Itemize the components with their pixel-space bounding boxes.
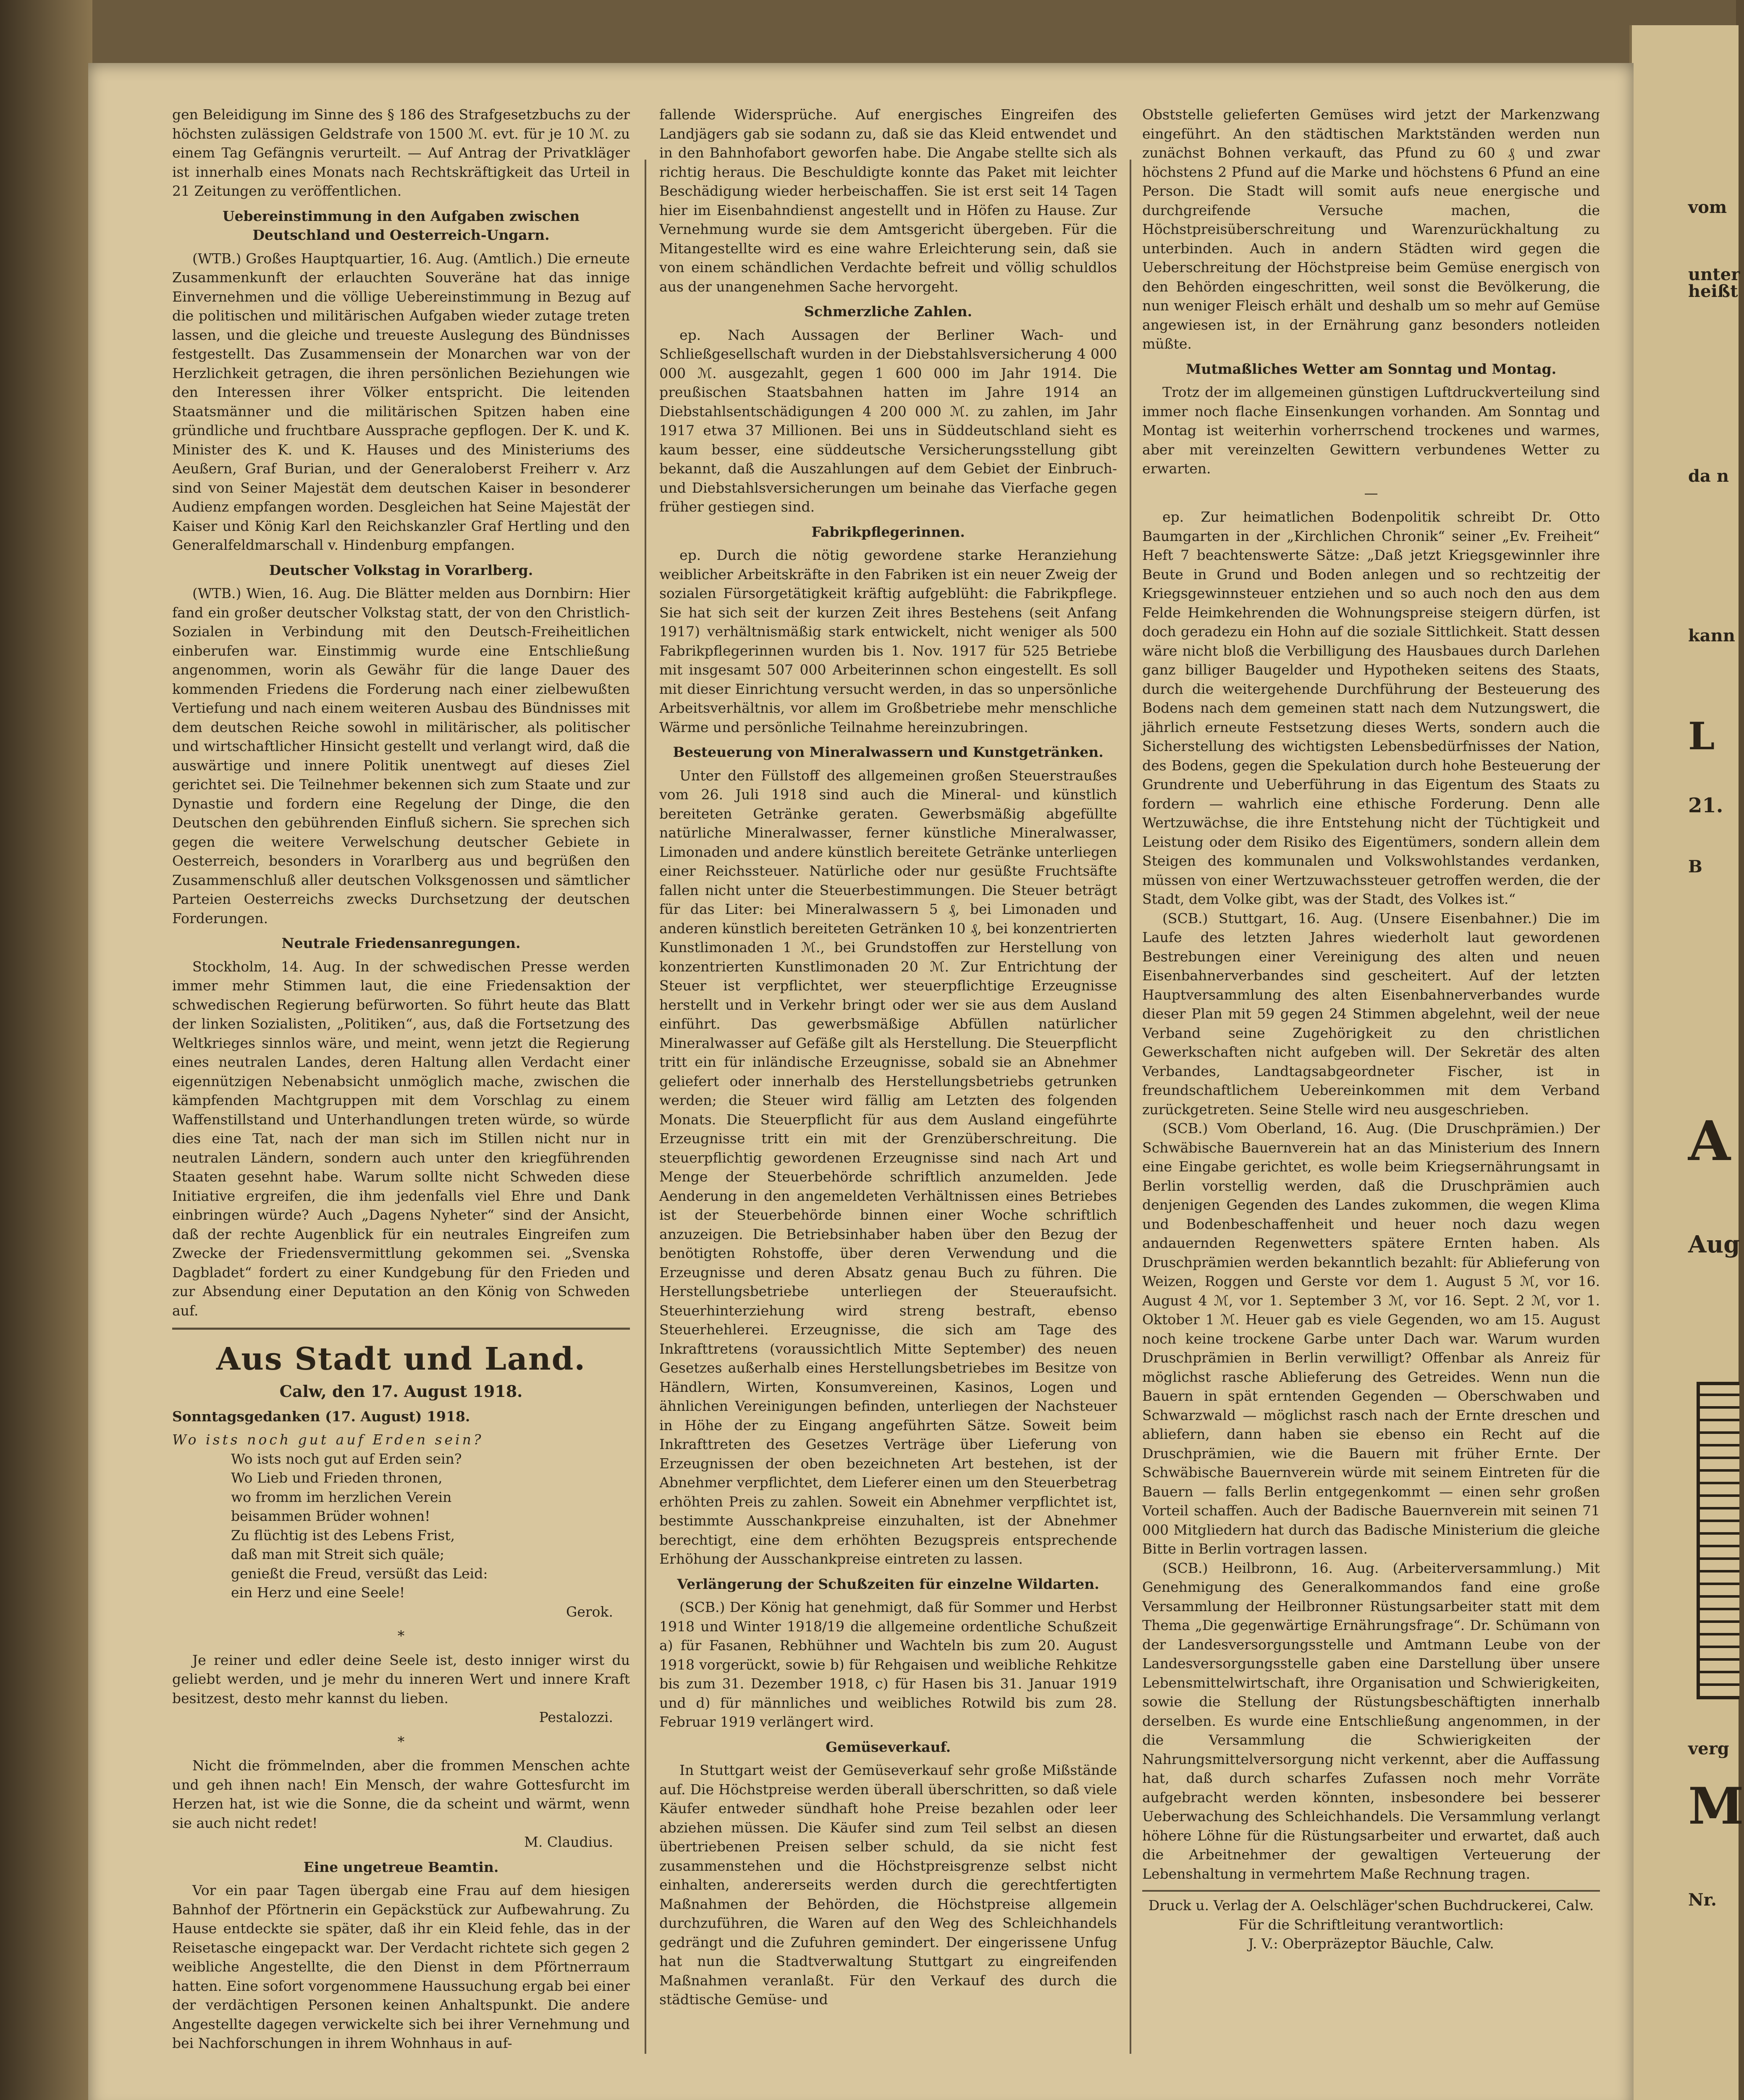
- article-text: Stockholm, 14. Aug. In der schwedischen Presse werden immer mehr Stimmen laut, die eine Friedensaktion der schwedischen Regierung befürworten. So führt heute das Blatt der linken Sozialisten, „Politiken“, aus, daß die Fortsetzung des Weltkrieges sinnlos wäre, und meint, wenn jetzt die Regierung eines neutralen Landes, deren Haltung allen Verdacht einer eigennützigen Nebenabsicht unmöglich mache, zwischen die kämpfenden Machtgruppen mit dem Vorschlag zu einem Waffenstillstand und Unterhandlungen treten würde, so würde dies eine Tat, nach der man sich im Stillen nicht nur in neutralen Ländern, sondern auch unter den kriegführenden Staaten gesehnt habe. Warum sollte nicht Schweden diese Initiative ergreifen, die ihm jedenfalls viel Ehre und Dank einbringen würde? Auch „Dagens Nyheter“ sind der Ansicht, daß der rechte Augenblick für ein neutrales Eingreifen zum Zwecke der Friedensvermittlung gekommen sei. „Svenska Dagbladet“ fordert zu einer Kundgebung für den Frieden und zur Absendung einer Deputation an den König von Schweden auf.: [172, 958, 630, 1319]
- poem-line: Wo Lieb und Frieden thronen,: [231, 1470, 443, 1486]
- section-title: Aus Stadt und Land.: [216, 1341, 586, 1377]
- imprint-line: Für die Schriftleitung verantwortlich:: [1238, 1916, 1504, 1933]
- article-text: (SCB.) Heilbronn, 16. Aug. (Arbeiterversammlung.) Mit Genehmigung des Generalkommandos fand eine große Versammlung der Heilbronner Rüstungsarbeiter statt mit dem Thema „Die gegenwärtige Ernährungsfrage“. Dr. Schümann von der Landesversorgungsstelle und Amtmann Leube von der Landesversorgungsstelle gaben eine Darstellung über unsere Lebensmittelwirtschaft, ihre Organisation und Schwierigkeiten, sowie die Stellung der Rüstungsbeschäftigten innerhalb derselben. Es wurde eine Entschließung angenommen, in der die Versammlung die Schwierigkeiten der Nahrungsmittelversorgung nicht verkennt, aber die Auffassung hat, daß durch scharfes Zufassen noch mehr Vorräte aufgebracht werden könnten, insbesondere bei besserer Ueberwachung des Schleichhandels. Die Versammlung verlangt höhere Löhne für die Rüstungsarbeiter und erwartet, daß auch die Arbeitnehmer der gewaltigen Verteuerung der Lebenshaltung in vermehrtem Maße Rechnung tragen.: [1142, 1559, 1600, 1882]
- article-text: Obststelle gelieferten Gemüses wird jetzt der Markenzwang eingeführt. An den städtischen Marktständen werden nun zunächst Bohnen verkauft, das Pfund zu 60 ₰ und zwar höchstens 2 Pfund auf die Marke und höchstens 6 Pfund an eine Person. Die Stadt will somit aufs neue energische und durchgreifende Versuche machen, die Höchstpreisüberschreitung und Warenzurückhaltung zu unterbinden. Auch in andern Städten wird gegen die Ueberschreitung der Höchstpreise beim Gemüse energisch von den Behörden eingeschritten, weil sonst die Bevölkerung, die nun weniger Fleisch erhält und deshalb um so mehr auf Gemüse angewiesen ist, in der Ernährung ganz besonders notleiden müßte.: [1142, 106, 1600, 352]
- article-text: ep. Zur heimatlichen Bodenpolitik schreibt Dr. Otto Baumgarten in der „Kirchlichen Chronik“ seiner „Ev. Freiheit“ Heft 7 beachtenswerte Sätze: „Daß jetzt Kriegsgewinnler ihre Beute in Grund und Boden anlegen und so rechtzeitig der Kriegsgewinnsteuer entziehen und so auch noch den aus dem Felde Heimkehrenden die Wohnungspreise steigern dürfen, ist doch geradezu ein Hohn auf die soziale Sittlichkeit. Statt dessen wäre nicht bloß die Verbilligung des Hausbaues durch Darlehen ganz billiger Baugelder und Hypotheken seitens des Staats, durch die weitergehende Durchführung der Besteuerung des Bodens nach dem gemeinen statt nach dem Nutzungswert, die jährlich erneute Festsetzung dieses Werts, sondern auch die Sicherstellung des wichtigsten Lebensbedürfnisses der Nation, des Bodens, gegen die Spekulation durch hohe Besteuerung der Grundrente und Ueberführung in das Eigentum des Staats zu fordern — wahrlich eine ethische Forderung. Denn alle Wertzuwächse, die ihre Entstehung nicht der Tüchtigkeit und Leistung oder dem Risiko des Eigentümers, sondern allein dem Steigen des kommunalen und Volkswohlstandes verdanken, müssen von einer Wertzuwachssteuer getroffen werden, die der Stadt, dem Volke gibt, was der Stadt, des Volkes ist.“: [1142, 509, 1600, 907]
- poem-line: daß man mit Streit sich quäle;: [231, 1546, 445, 1562]
- imprint-line: Druck u. Verlag der A. Oelschläger'schen Buchdruckerei, Calw.: [1148, 1897, 1594, 1914]
- column-rule-2: [1130, 160, 1131, 2054]
- imprint-line: J. V.: Oberpräzeptor Bäuchle, Calw.: [1248, 1935, 1494, 1952]
- article-text: Je reiner und edler deine Seele ist, desto inniger wirst du geliebt werden, und je mehr du inneren Wert und innere Kraft besitzest, desto mehr kannst du lieben.: [172, 1651, 630, 1706]
- quote-author: Pestalozzi.: [539, 1709, 613, 1725]
- edge-fragment: heißt: [1688, 281, 1738, 301]
- edge-fragment: M: [1688, 1777, 1744, 1836]
- left-shadow: [0, 0, 92, 2100]
- edge-fragment: verg: [1688, 1739, 1729, 1759]
- article-text: In Stuttgart weist der Gemüseverkauf sehr große Mißstände auf. Die Höchstpreise werden überall überschritten, so daß viele Käufer entweder sündhaft hohe Preise bezahlen oder leer abziehen müssen. Die Käufer sind zum Teil selbst an diesen übertriebenen Preisen selber schuld, da sie nicht fest zusammenstehen und die Höchstpreisgrenze selbst nicht einhalten, andererseits werden durch die gerechtfertigten Maßnahmen der Behörden, die Höchstpreise allgemein durchzuführen, die Waren auf den Weg des Schleichhandels gedrängt und die Zufuhren gemindert. Der eingerissene Unfug hat nun die Stadtverwaltung Stuttgart zu eingreifenden Maßnahmen veranlaßt. Für den Verkauf des durch die städtische Gemüse- und: [659, 1762, 1117, 2008]
- separator-line: —: [1364, 484, 1378, 501]
- edge-fragment: unter: [1688, 265, 1740, 284]
- edge-fragment: A: [1688, 1109, 1731, 1173]
- poem-line: beisammen Brüder wohnen!: [231, 1508, 430, 1524]
- poem-question: Wo ists noch gut auf Erden sein?: [172, 1431, 484, 1448]
- column-rule-1: [645, 160, 646, 2054]
- column-3: [1142, 105, 1600, 1953]
- article-heading: Verlängerung der Schußzeiten für einzelne Wildarten.: [677, 1575, 1099, 1592]
- article-text: ep. Durch die nötig gewordene starke Heranziehung weiblicher Arbeitskräfte in den Fabriken ist ein neuer Zweig der sozialen Fürsorgetätigkeit kräftig aufgeblüht: die Fabrikpflege. Sie hat sich seit der kurzen Zeit ihres Bestehens (seit Anfang 1917) verhältnismäßig stark entwickelt, nicht weniger als 500 Fabrikpflegerinnen wurden bis 1. Nov. 1917 für 525 Betriebe mit insgesamt 507 000 Arbeiterinnen schon eingestellt. Es soll mit dieser Einrichtung versucht werden, in das so unpersönliche Arbeitsverhältnis, vor allem im Großbetriebe mehr menschliche Wärme und persönliche Teilnahme hereinzubringen.: [659, 547, 1117, 735]
- column-2: [659, 105, 1117, 2009]
- article-text: ep. Nach Aussagen der Berliner Wach- und Schließgesellschaft wurden in der Diebstahlsversicherung 4 000 000 ℳ. ausgezahlt, gegen 1 600 000 im Jahr 1914. Die preußischen Staatsbahnen hatten im Jahre 1914 an Diebstahlsentschädigungen 4 200 000 ℳ. zu zahlen, im Jahr 1917 etwa 37 Millionen. Bei uns in Süddeutschland sieht es kaum besser, eine süddeutsche Versicherungsstellung gibt bekannt, daß die Auszahlungen auf dem Gebiet der Einbruch- und Diebstahlsversicherungen um beinahe das Vierfache gegen früher gestiegen sind.: [659, 326, 1117, 515]
- edge-fragment: 21.: [1688, 794, 1723, 817]
- article-heading: Mutmaßliches Wetter am Sonntag und Montag.: [1185, 360, 1557, 377]
- article-heading: Sonntagsgedanken (17. August) 1918.: [172, 1408, 470, 1425]
- article-heading: Neutrale Friedensanregungen.: [281, 935, 521, 951]
- article-text: Nicht die frömmelnden, aber die frommen Menschen achte und geh ihnen nach! Ein Mensch, der wahre Gottesfurcht im Herzen hat, ist wie die Sonne, die da scheint und wärmt, wenn sie auch nicht redet!: [172, 1757, 630, 1831]
- article-text: (SCB.) Der König hat genehmigt, daß für Sommer und Herbst 1918 und Winter 1918/19 die allgemeine ordentliche Schußzeit a) für Fasanen, Rebhühner und Wachteln bis zum 20. August 1918 vorgerückt, sowie b) für Rehgaisen und weibliche Rehkitze bis zum 31. Dezember 1918, c) für Hasen bis 31. Januar 1919 und d) für männliches und weibliches Rotwild bis zum 28. Februar 1919 verlängert wird.: [659, 1599, 1117, 1730]
- separator-star: *: [397, 1628, 405, 1644]
- poem-line: ein Herz und eine Seele!: [231, 1584, 405, 1601]
- ornamental-border: [1697, 1382, 1739, 1699]
- edge-fragment: da n: [1688, 466, 1729, 486]
- article-heading: Fabrikpflegerinnen.: [811, 523, 965, 540]
- article-heading: Deutscher Volkstag in Vorarlberg.: [269, 562, 533, 578]
- column-1: [172, 105, 630, 2053]
- article-heading: Gemüseverkauf.: [826, 1738, 951, 1755]
- article-text: (SCB.) Vom Oberland, 16. Aug. (Die Druschprämien.) Der Schwäbische Bauernverein hat an das Ministerium des Innern eine Eingabe gerichtet, es wolle beim Kriegsernährungsamt in Berlin vorstellig werden, daß die Druschprämien auch denjenigen Gegenden des Landes zukommen, die wegen Klima und Bodenbeschaffenheit und heuer noch dazu wegen andauernden Regenwetters spätere Ernten haben. Als Druschprämien werden bekanntlich bezahlt: für Ablieferung von Weizen, Roggen und Gerste vor dem 1. August 5 ℳ, vor 16. August 4 ℳ, vor 1. September 3 ℳ, vor 16. Sept. 2 ℳ, vor 1. Oktober 1 ℳ. Heuer gab es viele Gegenden, wo am 15. August noch keine trockene Garbe unter Dach war. Warum wurden Druschprämien in Berlin verwilligt? Offenbar als Anreiz für möglichst rasche Ablieferung des Getreides. Wenn nun die Bauern in spät erntenden Gegenden — Oberschwaben und Schwarzwald — möglichst rasch nach der Ernte dreschen und abliefern, dann haben sie ebenso ein Recht auf die Druschprämien, wie die Bauern mit früher Ernte. Der Schwäbische Bauernverein würde mit seinem Eintreten für die Bauern — falls Berlin entgegenkommt — einen sehr großen Vorteil schaffen. Auch der Badische Bauernverein mit seinen 71 000 Mitgliedern hat durch das Badische Ministerium die gleiche Bitte in Berlin vortragen lassen.: [1142, 1120, 1600, 1557]
- edge-fragment: Aug: [1688, 1231, 1740, 1258]
- dateline: Calw, den 17. August 1918.: [279, 1382, 523, 1401]
- poem-line: Zu flüchtig ist des Lebens Frist,: [231, 1527, 455, 1544]
- poem-line: wo fromm im herzlichen Verein: [231, 1488, 452, 1505]
- imprint-divider: [1142, 1890, 1600, 1892]
- article-text: Trotz der im allgemeinen günstigen Luftdruckverteilung sind immer noch flache Einsenkungen vorhanden. Am Sonntag und Montag ist weiterhin vorherrschend trockenes und warmes, aber mit vereinzelten Gewittern verbundenes Wetter zu erwarten.: [1142, 384, 1600, 477]
- article-text: Vor ein paar Tagen übergab eine Frau auf dem hiesigen Bahnhof der Pförtnerin ein Gepäckstück zur Aufbewahrung. Zu Hause entdeckte sie später, daß ihr ein Kleid fehle, das in der Reisetasche eingepackt war. Der Verdacht richtete sich gegen 2 weibliche Angestellte, die den Dienst in dem Pförtnerraum hatten. Eine sofort vorgenommene Haussuchung ergab bei einer der verdächtigen Personen keinen Anhaltspunkt. Die andere Angestellte dagegen verwickelte sich bei ihrer Vernehmung und bei Nachforschungen in ihrem Wohnhaus in auf-: [172, 1882, 630, 2051]
- edge-fragment: vom: [1688, 197, 1727, 217]
- article-heading: Besteuerung von Mineralwassern und Kunstgetränken.: [673, 744, 1104, 760]
- article-heading: Uebereinstimmung in den Aufgaben zwischen Deutschland und Oesterreich-Ungarn.: [222, 207, 580, 243]
- article-heading: Schmerzliche Zahlen.: [804, 303, 973, 320]
- article-heading: Eine ungetreue Beamtin.: [303, 1858, 499, 1875]
- separator-star: *: [397, 1733, 405, 1750]
- article-text: fallende Widersprüche. Auf energisches Eingreifen des Landjägers gab sie sodann zu, daß sie das Kleid entwendet und in den Bahnhofabort geworfen habe. Die Angabe stellte sich als richtig heraus. Die Beschuldigte konnte das Paket mit leichter Beschädigung wieder herbeischaffen. Sie ist erst seit 14 Tagen hier im Eisenbahndienst angestellt und in Höfen zu Hause. Zur Vernehmung wurde sie dem Amtsgericht übergeben. Für die Mitangestellte wird es eine wahre Erleichterung sein, daß sie von einem schändlichen Verdachte befreit und völlig schuldlos aus der unangenehmen Sache hervorgeht.: [659, 106, 1117, 295]
- poem-author: Gerok.: [566, 1603, 613, 1620]
- article-text: (WTB.) Großes Hauptquartier, 16. Aug. (Amtlich.) Die erneute Zusammenkunft der erlauchten Souveräne hat das innige Einvernehmen und die völlige Uebereinstimmung in Bezug auf die politischen und militärischen Aufgaben wieder zutage treten lassen, und die gleiche und treueste Auslegung des Bündnisses festgestellt. Das Zusammensein der Monarchen war von der Herzlichkeit getragen, die ihren persönlichen Beziehungen wie den Interessen ihrer Völker entspricht. Die leitenden Staatsmänner und die militärischen Spitzen haben eine gründliche und fruchtbare Aussprache gepflogen. Der K. und K. Minister des K. und K. Hauses und des Ministeriums des Aeußern, Graf Burian, und der Generaloberst Freiherr v. Arz sind von Seiner Majestät dem deutschen Kaiser in besonderer Audienz empfangen worden. Desgleichen hat Seine Majestät der Kaiser und König Karl den Reichskanzler Graf Hertling und den Generalfeldmarschall v. Hindenburg empfangen.: [172, 250, 630, 553]
- edge-fragment: Nr.: [1688, 1890, 1717, 1910]
- article-text: (SCB.) Stuttgart, 16. Aug. (Unsere Eisenbahner.) Die im Laufe des letzten Jahres wiederholt laut gewordenen Bestrebungen einer Vereinigung des alten und neuen Eisenbahnerverbandes sind gescheitert. Auf der letzten Hauptversammlung des alten Eisenbahnerverbandes wurde dieser Plan mit 59 gegen 24 Stimmen abgelehnt, weil der neue Verband seine Zugehörigkeit zu den christlichen Gewerkschaften nicht aufgeben will. Der Sekretär des alten Verbandes, Landtagsabgeordneter Fischer, ist in freundschaftlichem Uebereinkommen mit dem Verband zurückgetreten. Seine Stelle wird neu ausgeschrieben.: [1142, 910, 1600, 1118]
- article-text: gen Beleidigung im Sinne des § 186 des Strafgesetzbuchs zu der höchsten zulässigen Geldstrafe von 1500 ℳ. evt. für je 10 ℳ. zu einem Tag Gefängnis verurteilt. — Auf Antrag der Privatkläger ist innerhalb eines Monats nach Rechtskräftigkeit das Urteil in 21 Zeitungen zu veröffentlichen.: [172, 106, 630, 199]
- poem-line: Wo ists noch gut auf Erden sein?: [231, 1450, 462, 1467]
- edge-fragment: L: [1688, 714, 1715, 759]
- section-divider: [172, 1328, 630, 1330]
- quote-author: M. Claudius.: [524, 1834, 613, 1850]
- article-text: Unter den Füllstoff des allgemeinen großen Steuerstraußes vom 26. Juli 1918 sind auch die Mineral- und künstlich bereiteten Getränke geraten. Gewerbsmäßig abgefüllte natürliche Mineralwasser, ferner künstliche Mineralwasser, Limonaden und andere künstlich bereitete Getränke unterliegen einer Reichssteuer. Natürliche oder nur gesüßte Fruchtsäfte fallen nicht unter die Steuerbestimmungen. Die Steuer beträgt für das Liter: bei Mineralwassern 5 ₰, bei Limonaden und anderen künstlich bereiteten Getränken 10 ₰, bei konzentrierten Kunstlimonaden 1 ℳ., bei Grundstoffen zur Herstellung von konzentrierten Kunstlimonaden 20 ℳ. Zur Entrichtung der Steuer ist verpflichtet, wer steuerpflichtige Erzeugnisse herstellt und in Verkehr bringt oder wer sie aus dem Ausland einführt. Das gewerbsmäßige Abfüllen natürlicher Mineralwasser auf Gefäße gilt als Herstellung. Die Steuerpflicht tritt ein für inländische Erzeugnisse, sobald sie an Abnehmer geliefert oder innerhalb des Herstellungsbetriebs getrunken werden; die Steuer wird fällig am Letzten des folgenden Monats. Die Steuerpflicht für aus dem Ausland eingeführte Erzeugnisse tritt ein mit der Grenzüberschreitung. Die steuerpflichtig gewordenen Erzeugnisse sind nach Art und Menge der Steuerbehörde schriftlich anzumelden. Jede Aenderung in den angemeldeten Verhältnissen eines Betriebes ist der Steuerbehörde binnen einer Woche schriftlich anzuzeigen. Die Betriebsinhaber haben über den Bezug der benötigten Rohstoffe, über deren Verwendung und die Erzeugnisse und deren Absatz genau Buch zu führen. Die Herstellungsbetriebe unterliegen der Steueraufsicht. Steuerhinterziehung wird streng bestraft, ebenso Steuerhehlerei. Erzeugnisse, die sich am Tage des Inkrafttretens (voraussichtlich Mitte September) des neuen Gesetzes außerhalb eines Herstellungsbetriebes im Besitze von Händlern, Wirten, Konsumvereinen, Kasinos, Logen und ähnlichen Vereinigungen befinden, unterliegen der Nachsteuer in Höhe der zu Eingang angeführten Sätze. Soweit beim Inkrafttreten des Gesetzes Verträge über Lieferung von Erzeugnissen der oben bezeichneten Art bestehen, ist der Abnehmer verpflichtet, dem Lieferer einen um den Steuerbetrag erhöhten Preis zu zahlen. Soweit ein Abnehmer verpflichtet ist, bestimmte Ausschankpreise einzuhalten, ist der Abnehmer berechtigt, eine dem erhöhten Bezugspreis entsprechende Erhöhung der Ausschankpreise eintreten zu lassen.: [659, 767, 1117, 1567]
- poem-line: genießt die Freud, versüßt das Leid:: [231, 1565, 488, 1582]
- edge-fragment: kann: [1688, 626, 1735, 646]
- article-text: (WTB.) Wien, 16. Aug. Die Blätter melden aus Dornbirn: Hier fand ein großer deutscher Volkstag statt, der von den Christlich-Sozialen in Verbindung mit den Deutsch-Freiheitlichen einberufen war. Einstimmig wurde eine Entschließung angenommen, worin als Gewähr für die lange Dauer des kommenden Friedens die Forderung nach einer zielbewußten Vertiefung und nach einem weiteren Ausbau des Bündnisses mit dem deutschen Reiche sowohl in militärischer, als politischer und wirtschaftlicher Hinsicht gestellt und verlangt wird, daß die auswärtige und innere Politik unentwegt auf dieses Ziel gerichtet sei. Die Teilnehmer bekennen sich zum Staate und zur Dynastie und fordern eine Regelung der Dinge, die den Deutschen den gebührenden Einfluß sichern. Sie sprechen sich gegen die weitere Verwelschung deutscher Gebiete in Oesterreich, besonders in Vorarlberg aus und begrüßen den Zusammenschluß aller deutschen Volksgenossen und sämtlicher Parteien Oesterreichs zwecks Durchsetzung der deutschen Forderungen.: [172, 585, 630, 927]
- edge-fragment: B: [1688, 857, 1702, 877]
